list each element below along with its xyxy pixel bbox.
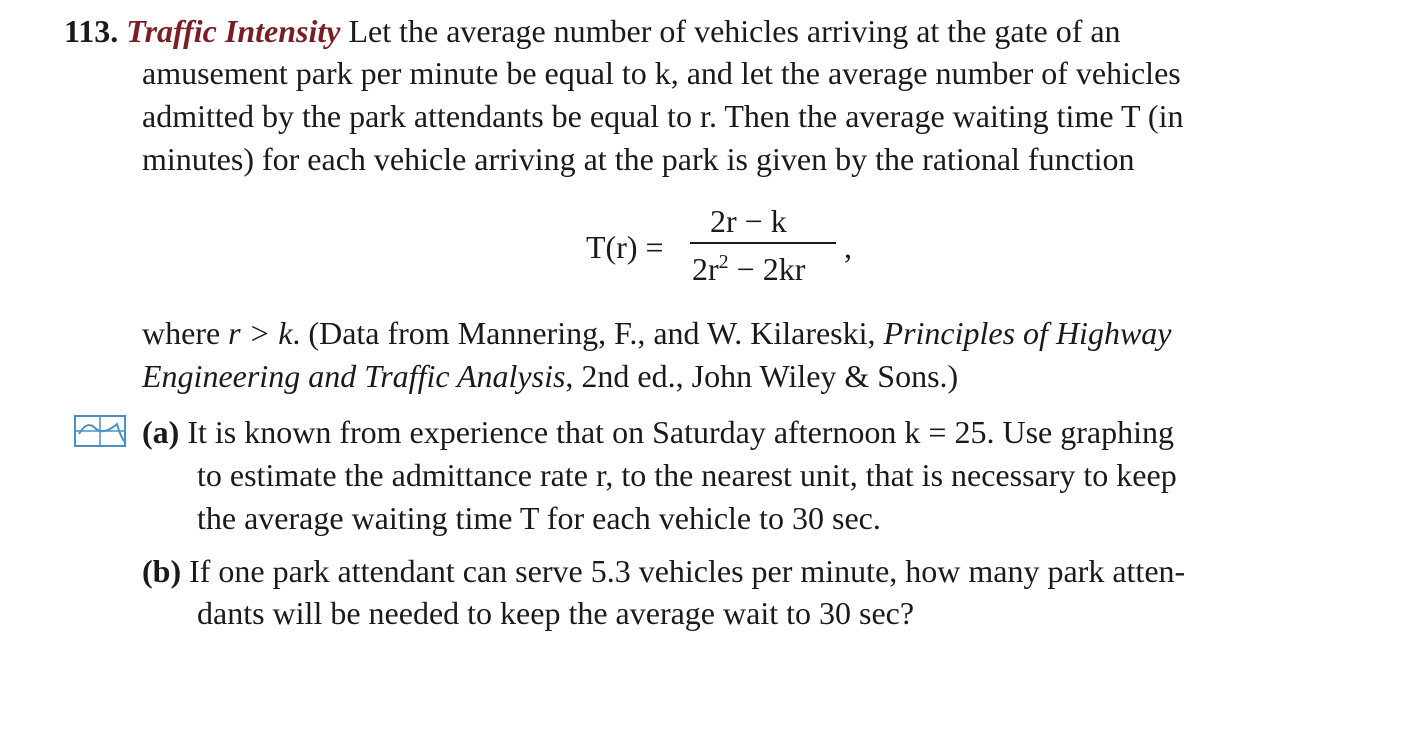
part-b-line-2: dants will be needed to keep the average wait to 30 sec? bbox=[197, 595, 915, 631]
problem-title: Traffic Intensity bbox=[126, 13, 341, 49]
source-line-1: where r > k. (Data from Mannering, F., and W. Kilareski, Principles of Highway bbox=[142, 315, 1172, 351]
part-b-line-1: (b) If one park attendant can serve 5.3 vehicles per minute, how many park atten- bbox=[142, 553, 1186, 589]
book-title-1: Principles of Highway bbox=[883, 315, 1172, 351]
intro-line-4: minutes) for each vehicle arriving at the park is given by the rational function bbox=[142, 141, 1135, 177]
part-a-line-3: the average waiting time T for each vehicle to 30 sec. bbox=[197, 500, 881, 536]
formula-denominator: $2r^2 - 2kr$ bbox=[692, 251, 806, 287]
intro-line-3: admitted by the park attendants be equal to r. Then the average waiting time T (in bbox=[142, 98, 1184, 134]
source-line-2: Engineering and Traffic Analysis, 2nd ed., John Wiley & Sons.) bbox=[142, 358, 959, 394]
formula-comma: , bbox=[844, 229, 852, 265]
formula-lhs: T(r) = bbox=[586, 229, 664, 265]
intro-line-1: Let the average number of vehicles arriving at the gate of an bbox=[340, 13, 1121, 49]
fraction-bar bbox=[690, 242, 836, 244]
book-title-2: Engineering and Traffic Analysis bbox=[142, 358, 566, 394]
part-a-label: (a) bbox=[142, 414, 180, 450]
problem-number: 113. bbox=[64, 13, 119, 49]
graphing-calculator-icon bbox=[73, 414, 127, 448]
part-a-line-2: to estimate the admittance rate r, to the nearest unit, that is necessary to keep bbox=[197, 457, 1177, 493]
intro-line-2: amusement park per minute be equal to k, and let the average number of vehicles bbox=[142, 55, 1181, 91]
part-a-line-1: (a) It is known from experience that on Saturday afternoon k = 25. Use graphing bbox=[142, 414, 1174, 450]
condition: r > k bbox=[228, 315, 293, 351]
formula-numerator: 2r − k bbox=[710, 203, 787, 239]
part-b-label: (b) bbox=[142, 553, 182, 589]
problem-first-line bbox=[64, 10, 1121, 52]
